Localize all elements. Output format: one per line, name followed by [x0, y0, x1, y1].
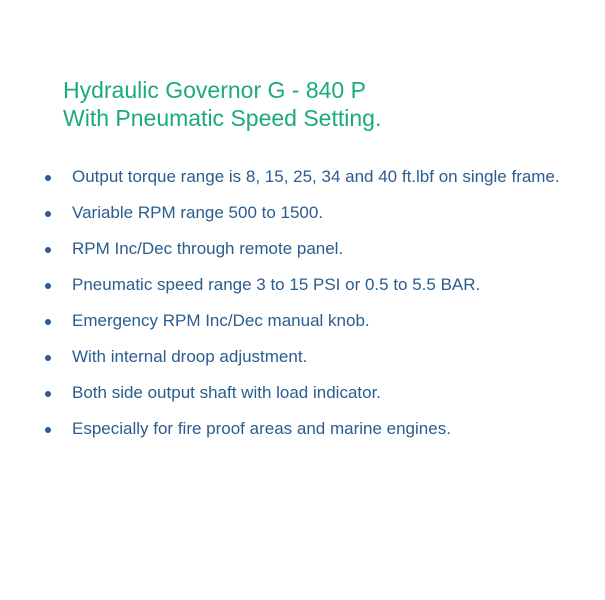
feature-text: Especially for fire proof areas and marine engines.: [72, 419, 451, 438]
product-title: [63, 76, 381, 132]
bullet-icon: [45, 283, 51, 289]
feature-item-torque: [0, 163, 605, 199]
bullet-icon: [45, 427, 51, 433]
feature-text: Pneumatic speed range 3 to 15 PSI or 0.5 to 5.5 BAR.: [72, 275, 481, 294]
feature-text: With internal droop adjustment.: [72, 347, 308, 366]
feature-item-manual-knob: [0, 307, 605, 343]
feature-text: Output torque range is 8, 15, 25, 34 and 40 ft.lbf on single frame.: [72, 167, 560, 186]
feature-item-output-shaft: [0, 379, 605, 415]
bullet-icon: [45, 319, 51, 325]
bullet-icon: [45, 175, 51, 181]
feature-text: RPM Inc/Dec through remote panel.: [72, 239, 344, 258]
feature-item-rpm-range: [0, 199, 605, 235]
feature-item-fire-proof: [0, 415, 605, 451]
product-title-line-2: With Pneumatic Speed Setting.: [63, 105, 382, 131]
feature-list: [0, 163, 605, 451]
feature-text: Both side output shaft with load indicator.: [72, 383, 382, 402]
feature-text: Emergency RPM Inc/Dec manual knob.: [72, 311, 370, 330]
feature-item-remote-panel: [0, 235, 605, 271]
feature-item-pneumatic-range: [0, 271, 605, 307]
feature-item-droop: [0, 343, 605, 379]
bullet-icon: [45, 391, 51, 397]
feature-text: Variable RPM range 500 to 1500.: [72, 203, 324, 222]
bullet-icon: [45, 247, 51, 253]
bullet-icon: [45, 355, 51, 361]
product-title-line-1: Hydraulic Governor G - 840 P: [63, 77, 366, 103]
bullet-icon: [45, 211, 51, 217]
